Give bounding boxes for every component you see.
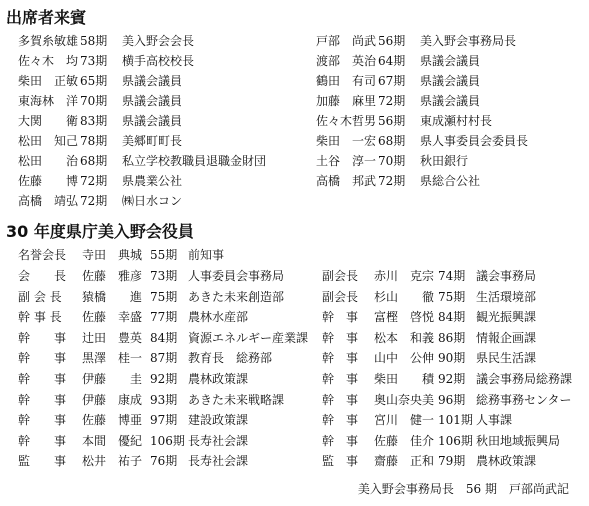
guest-name: 多賀糸敏雄 [18,34,79,48]
officer-role: 建設政策課 [188,413,249,428]
guest-name: 加藤 麻里 [316,94,377,108]
guest-generation: 83期 [80,114,108,128]
guest-role: 美入野会会長 [122,34,195,48]
officer-role: あきた未来戦略課 [188,392,285,407]
officer-generation: 87期 [150,351,178,366]
officer-name: 齋藤 正和 [374,454,435,469]
guest-name: 大関 衛 [18,114,79,128]
officer-role: 秋田地域振興局 [476,433,561,448]
officer-name: 黒澤 桂一 [82,351,143,366]
officer-role: 議会事務局 [476,269,537,283]
officer-title: 幹 事 [18,330,67,345]
officer-title: 幹 事 [322,392,359,407]
guest-generation: 78期 [80,134,108,148]
guest-role: 美郷町町長 [122,134,183,148]
officer-title: 監 事 [18,454,67,469]
officer-generation: 92期 [438,372,466,386]
officer-role: 情報企画課 [476,330,537,345]
guest-name: 土谷 淳一 [316,154,377,168]
guest-role: 私立学校教職員退職金財団 [122,154,267,168]
guest-role: 県議会議員 [122,74,183,88]
guest-role: 県議会議員 [122,114,183,128]
guest-name: 佐々木哲男 [316,114,377,128]
officer-role: 観光振興課 [476,310,537,325]
officer-title: 幹 事 [18,351,67,366]
officer-generation: 79期 [438,454,466,469]
officer-role: 長寿社会課 [188,454,249,469]
guest-generation: 56期 [378,114,406,128]
guest-generation: 56期 [378,34,406,48]
officer-generation: 106期 [150,433,185,448]
officer-generation: 86期 [438,330,466,345]
guest-name: 佐藤 博 [18,174,79,188]
officer-role: あきた未来創造部 [188,289,285,304]
officer-name: 柴田 積 [374,372,435,386]
officer-name: 松本 和義 [374,330,435,345]
guest-role: 横手高校校長 [122,54,195,68]
officer-role: 総務事務センター [476,392,572,407]
officer-name: 佐藤 雅彦 [82,269,143,283]
officer-generation: 75期 [438,289,466,304]
officer-title: 会 長 [18,269,67,283]
officer-name: 寺田 典城 [82,248,143,262]
officer-title: 副 会 長 [18,289,62,304]
guests-heading: 出席者来賓 [6,8,87,27]
officer-title: 幹 事 [322,310,359,325]
officer-role: 議会事務局総務課 [476,372,573,386]
guest-name: 戸部 尚武 [316,34,377,48]
officer-title: 幹 事 長 [18,310,62,325]
officer-role: 農林政策課 [476,454,537,469]
officer-generation: 73期 [150,269,178,283]
officer-role: 農林政策課 [188,372,249,386]
guest-name: 佐々木 均 [18,54,79,68]
officer-name: 本間 優紀 [82,433,143,448]
guest-name: 鶴田 有司 [316,74,377,88]
guest-name: 松田 治 [18,154,79,168]
guest-role: 東成瀬村村長 [420,114,493,128]
officer-generation: 106期 [438,433,473,448]
guest-generation: 68期 [378,134,406,148]
officer-title: 名誉会長 [18,248,67,262]
officer-generation: 75期 [150,289,178,304]
officer-name: 佐藤 佳介 [374,433,435,448]
guest-role: 美入野会事務局長 [420,34,517,48]
guest-generation: 68期 [80,154,108,168]
guest-role: 県総合公社 [420,174,481,188]
officer-role: 長寿社会課 [188,433,249,448]
guest-role: 県議会議員 [420,94,481,108]
officer-title: 幹 事 [18,413,67,428]
officer-title: 幹 事 [18,433,67,448]
guest-generation: 70期 [378,154,406,168]
guest-generation: 58期 [80,34,108,48]
officer-generation: 84期 [438,310,466,325]
officer-role: 資源エネルギー産業課 [188,330,309,345]
officer-name: 富樫 啓悦 [374,310,435,325]
officer-name: 伊藤 圭 [82,372,143,386]
officer-title: 幹 事 [18,372,67,386]
officer-name: 辻田 豊英 [82,330,143,345]
guest-name: 松田 知己 [18,134,79,148]
officer-name: 伊藤 康成 [82,392,143,407]
guest-name: 柴田 正敏 [18,74,79,88]
officer-generation: 97期 [150,413,178,428]
officer-title: 幹 事 [322,372,359,386]
guest-generation: 72期 [80,194,108,208]
guest-name: 高橋 邦武 [316,174,377,188]
guest-generation: 65期 [80,74,108,88]
officer-title: 幹 事 [322,351,359,366]
officer-role: 人事委員会事務局 [188,269,285,283]
footer-signature: 美入野会事務局長 56 期 戸部尚武記 [357,482,569,496]
guest-generation: 64期 [378,54,406,68]
officer-name: 奥山奈央美 [374,392,435,407]
guest-role: 県農業公社 [122,174,183,188]
officer-name: 山中 公伸 [374,351,435,366]
officer-generation: 96期 [438,392,466,407]
officer-generation: 84期 [150,330,178,345]
officer-generation: 74期 [438,269,466,283]
guest-role: 秋田銀行 [420,154,469,168]
guest-role: 県人事委員会委員長 [420,134,529,148]
officer-generation: 76期 [150,454,178,469]
guest-generation: 72期 [80,174,108,188]
officer-generation: 92期 [150,372,178,386]
guest-generation: 70期 [80,94,108,108]
officer-generation: 55期 [150,248,178,262]
guest-role: ㈱日水コン [122,194,183,208]
officer-title: 幹 事 [322,330,359,345]
officer-role: 前知事 [188,248,225,262]
officer-title: 幹 事 [18,392,67,407]
guest-name: 渡部 英治 [316,54,377,68]
officer-role: 教育長 総務部 [188,351,273,366]
officer-generation: 90期 [438,351,466,366]
guest-generation: 72期 [378,174,406,188]
officer-role: 生活環境部 [476,289,537,304]
guest-generation: 67期 [378,74,406,88]
guest-name: 高橋 靖弘 [18,194,79,208]
officer-generation: 77期 [150,310,178,325]
officer-role: 人事課 [476,413,513,428]
guest-name: 柴田 一宏 [316,134,377,148]
guest-generation: 73期 [80,54,108,68]
officer-title: 副会長 [322,289,359,304]
guest-generation: 72期 [378,94,406,108]
guest-name: 東海林 洋 [18,94,79,108]
officer-name: 猿橋 進 [82,289,143,304]
officer-generation: 93期 [150,392,178,407]
guest-role: 県議会議員 [420,74,481,88]
officers-heading: 30 年度県庁美入野会役員 [6,222,194,241]
officer-title: 幹 事 [322,433,359,448]
officer-title: 監 事 [322,454,359,469]
officer-name: 佐藤 幸盛 [82,310,143,325]
officer-role: 農林水産部 [188,310,249,325]
officer-name: 赤川 克宗 [374,269,435,283]
officer-title: 幹 事 [322,413,359,428]
officer-name: 宮川 健一 [374,413,435,428]
officer-role: 県民生活課 [476,351,537,366]
officer-name: 松井 祐子 [82,454,143,469]
officer-title: 副会長 [322,269,359,283]
officer-generation: 101期 [438,413,473,428]
guest-role: 県議会議員 [122,94,183,108]
guest-role: 県議会議員 [420,54,481,68]
officer-name: 杉山 徹 [374,289,435,304]
officer-name: 佐藤 博亜 [82,413,143,428]
